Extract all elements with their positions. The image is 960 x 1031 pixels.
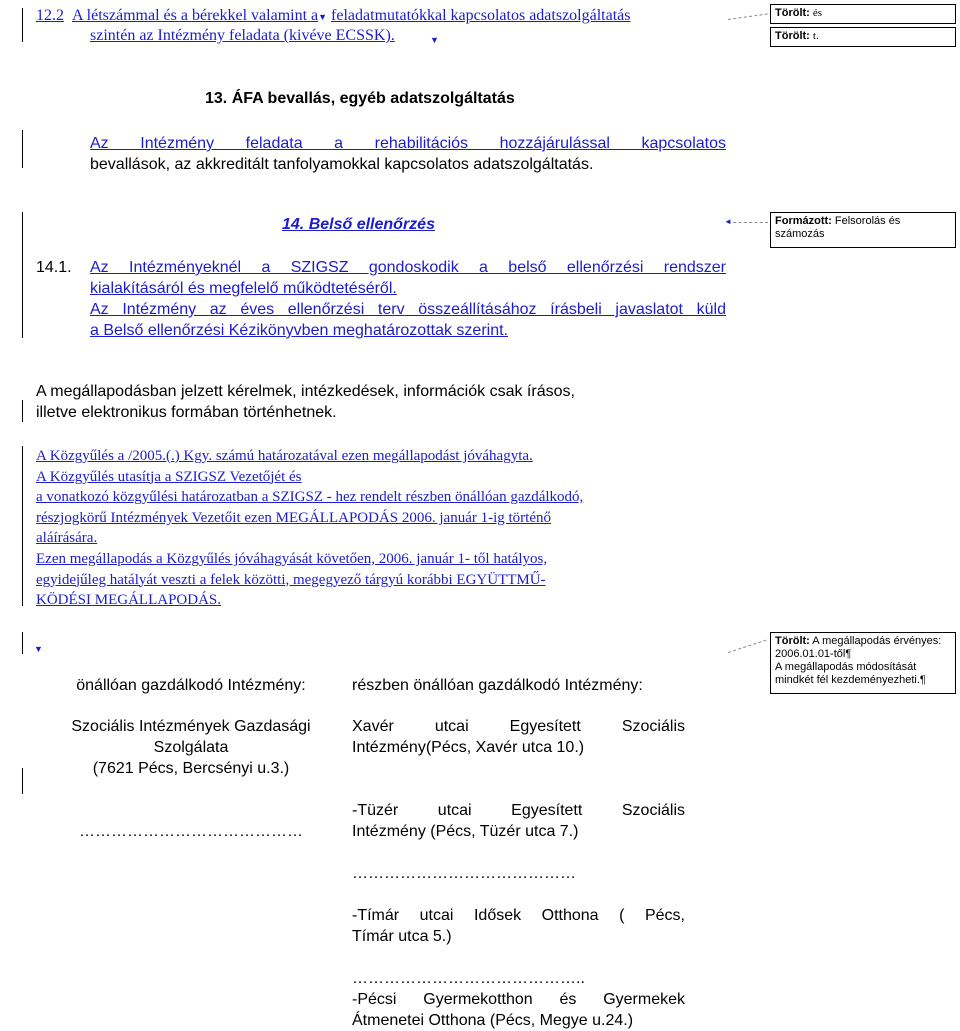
comment-text: A megállapodás módosítását mindkét fél kezdeményezheti.¶: [775, 661, 926, 686]
comment-deleted-1[interactable]: [770, 4, 956, 24]
signature-right-4a: -Pécsi Gyermekotthon és Gyermekek: [352, 991, 685, 1008]
comment-deleted-2[interactable]: [770, 27, 956, 47]
signature-left-line: ……………………………………: [79, 823, 303, 840]
section-12-line1b: feladatmutatókkal kapcsolatos adatszolgáltatás: [331, 7, 631, 24]
signature-right-3b: Tímár utca 5.): [352, 928, 452, 945]
signature-left-org3: (7621 Pécs, Bercsényi u.3.): [92, 760, 290, 777]
comment-text: és: [812, 7, 823, 19]
approval-line6: Ezen megállapodás a Közgyűlés jóváhagyását követően, 2006. január 1- től hatályos,: [36, 550, 548, 567]
signature-right-2b: Intézmény (Pécs, Tüzér utca 7.): [352, 823, 579, 840]
section-12: 12.2 A létszámmal és a bérekkel valamint a▼ feladatmutatókkal kapcsolatos adatszolgáltatás: [36, 7, 631, 24]
comment-label: Formázott:: [775, 215, 832, 227]
signature-right-header: részben önállóan gazdálkodó Intézmény:: [352, 677, 643, 694]
change-bar: [22, 768, 23, 794]
approval-line2: A Közgyűlés utasítja a SZIGSZ Vezetőjét és: [36, 468, 302, 485]
comment-label: Törölt:: [775, 30, 810, 42]
change-bar: [22, 130, 23, 168]
change-bar: [22, 446, 23, 606]
section-14-1-line1: Az Intézményeknél a SZIGSZ gondoskodik a belső ellenőrzési rendszer: [90, 259, 726, 276]
section-14-1-number: 14.1.: [36, 259, 72, 276]
section-13-heading: 13. ÁFA bevallás, egyéb adatszolgáltatás: [205, 90, 515, 107]
section-13-text2: bevallások, az akkreditált tanfolyamokkal kapcsolatos adatszolgáltatás.: [90, 156, 594, 173]
approval-line5: aláírására.: [36, 530, 98, 547]
approval-line8: KÖDÉSI MEGÁLLAPODÁS.: [36, 592, 222, 609]
signature-right-line2: ……………………………………..: [352, 970, 585, 987]
approval-line1: A Közgyűlés a /2005.(.) Kgy. számú határozatával ezen megállapodást jóváhagyta.: [36, 448, 533, 464]
closing-line2: illetve elektronikus formában történhetnek.: [36, 404, 337, 421]
change-bar: [22, 400, 23, 422]
change-bar: [22, 212, 23, 338]
comment-connector: [728, 222, 768, 223]
comment-text: A megállapodás érvényes: 2006.01.01-től¶: [775, 635, 942, 660]
comment-label: Törölt:: [775, 635, 810, 647]
signature-left-header: önállóan gazdálkodó Intézmény:: [76, 677, 306, 694]
change-bar: [22, 8, 23, 42]
section-14-1-line4: a Belső ellenőrzési Kézikönyvben meghatározottak szerint.: [90, 322, 508, 339]
signature-left-org1: Szociális Intézmények Gazdasági: [71, 718, 311, 735]
signature-left-org2: Szolgálata: [153, 739, 229, 756]
approval-line3: a vonatkozó közgyűlési határozatban a SZIGSZ - hez rendelt részben önállóan gazdálkodó,: [36, 489, 584, 506]
section-14-1-line3: Az Intézmény az éves ellenőrzési terv összeállításához írásbeli javaslatot küld: [90, 301, 726, 318]
section-12-number: 12.2: [36, 7, 64, 24]
signature-right-line1: ……………………………………: [352, 865, 576, 882]
section-12-line1a: A létszámmal és a bérekkel valamint a: [72, 7, 319, 24]
signature-right-1a: Xavér utcai Egyesített Szociális: [352, 718, 685, 735]
section-14-heading: 14. Belső ellenőrzés: [282, 216, 435, 233]
signature-right-3a: -Tímár utcai Idősek Otthona ( Pécs,: [352, 907, 685, 924]
signature-right-4b: Átmenetei Otthona (Pécs, Megye u.24.): [352, 1012, 634, 1029]
comment-connector: [728, 13, 768, 20]
signature-right-2a: -Tüzér utcai Egyesített Szociális: [352, 802, 685, 819]
section-12-line2: szintén az Intézmény feladata (kivéve ECSSK).: [90, 27, 395, 44]
section-13-text1: Az Intézmény feladata a rehabilitációs hozzájárulással kapcsolatos: [90, 135, 726, 152]
comment-label: Törölt:: [775, 7, 810, 19]
comment-formatted[interactable]: [770, 212, 956, 248]
closing-line1: A megállapodásban jelzett kérelmek, intézkedések, információk csak írásos,: [36, 383, 575, 400]
approval-line4: részjogkörű Intézmények Vezetőit ezen MEGÁLLAPODÁS 2006. január 1-ig történő: [36, 509, 552, 526]
comment-text: Felsorolás és számozás: [775, 215, 901, 240]
comment-text: t.: [812, 30, 819, 42]
approval-line7: egyidejűleg hatályát veszti a felek közötti, megegyező tárgyú korábbi EGYÜTTMŰ-: [36, 571, 546, 588]
change-bar: [22, 632, 23, 654]
comment-deleted-3[interactable]: [770, 632, 956, 694]
comment-connector: [728, 640, 766, 653]
signature-right-1b: Intézmény(Pécs, Xavér utca 10.): [352, 739, 585, 756]
section-14-1-line2: kialakításáról és megfelelő működtetéséről.: [90, 280, 397, 297]
connector-arrow-icon: ◄: [724, 217, 732, 226]
approval-block: [36, 446, 583, 611]
